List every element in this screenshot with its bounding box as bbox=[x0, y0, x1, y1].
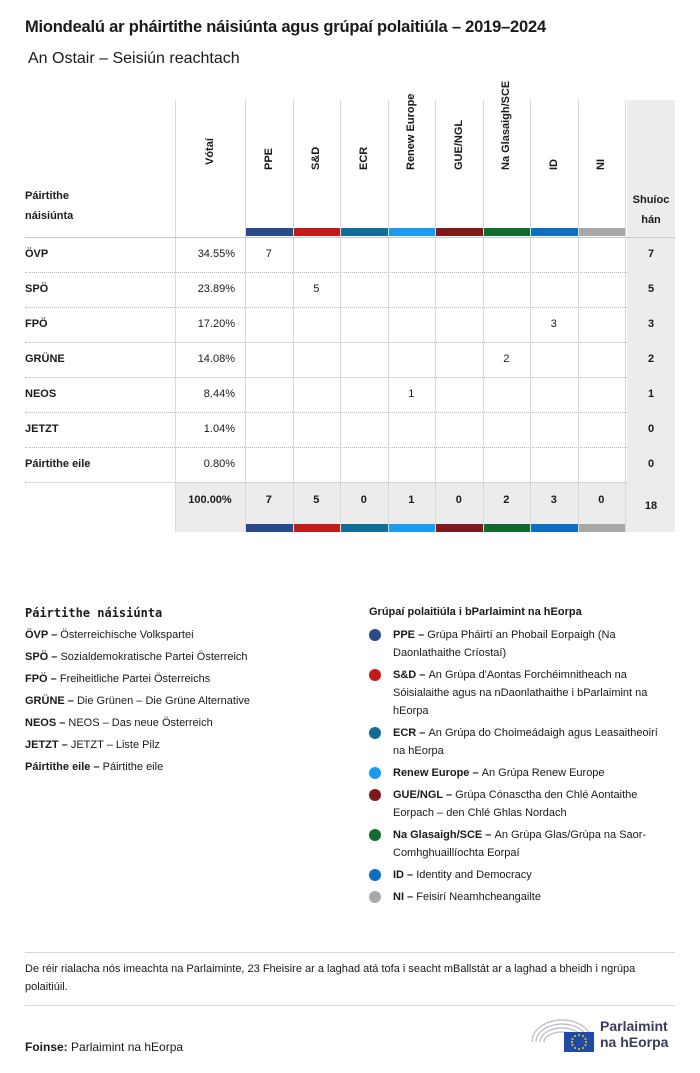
party-legend-item bbox=[25, 648, 345, 666]
party-legend-item bbox=[25, 626, 345, 644]
row-divider bbox=[25, 412, 627, 413]
group-color-dot-icon bbox=[369, 669, 381, 681]
party-legend-abbr: GRÜNE – bbox=[25, 695, 77, 707]
group-column-header bbox=[340, 100, 388, 225]
group-color-bar bbox=[484, 228, 531, 236]
european-parliament-logo bbox=[530, 1014, 680, 1054]
group-color-bar bbox=[294, 524, 341, 532]
party-header-line-1: Páirtithe bbox=[25, 190, 70, 202]
table-row-total-seats: 0 bbox=[647, 422, 655, 435]
group-column-header bbox=[483, 80, 531, 225]
party-legend-abbr: SPÖ – bbox=[25, 651, 61, 663]
totals-group-seats: 0 bbox=[598, 494, 605, 506]
page-subtitle: An Ostair – Seisiún reachtach bbox=[28, 50, 240, 67]
table-row-votes: 34.55% bbox=[197, 247, 235, 260]
table-row-votes: 0.80% bbox=[203, 457, 235, 470]
national-parties-legend bbox=[25, 606, 345, 780]
group-color-bar bbox=[389, 228, 436, 236]
party-legend-item bbox=[25, 714, 345, 732]
row-divider bbox=[25, 272, 627, 273]
votes-column-header bbox=[175, 100, 245, 225]
source-label: Foinse: bbox=[25, 1040, 68, 1054]
source-line bbox=[25, 1040, 183, 1054]
group-color-dot-icon bbox=[369, 869, 381, 881]
group-legend-item bbox=[369, 826, 669, 862]
seats-header-line-2: hán bbox=[641, 214, 661, 226]
group-color-dot-icon bbox=[369, 829, 381, 841]
group-legend-name: An Grúpa do Choimeádaigh agus Leasaitheoirí na hEorpa bbox=[393, 727, 658, 757]
group-legend-name: An Grúpa d'Aontas Forchéimnitheach na Sóisialaithe agus na nDaonlathaithe i bParlaimint na hEorpa bbox=[393, 669, 648, 717]
totals-group-seats: 0 bbox=[455, 494, 462, 506]
group-legend-abbr: GUE/NGL – bbox=[393, 789, 456, 801]
group-legend-abbr: ID – bbox=[393, 869, 417, 881]
table-row-votes: 8.44% bbox=[203, 387, 235, 400]
party-legend-abbr: ÖVP – bbox=[25, 629, 61, 641]
group-color-bar bbox=[341, 228, 388, 236]
table-row-seat-count: 3 bbox=[550, 317, 557, 330]
group-header-label: ECR bbox=[357, 146, 370, 170]
party-legend-abbr: NEOS – bbox=[25, 717, 69, 729]
votes-header-label: Vótaí bbox=[204, 138, 216, 165]
group-color-bar bbox=[484, 524, 531, 532]
breakdown-table bbox=[25, 80, 675, 533]
logo-line-2: na hEorpa bbox=[600, 1034, 669, 1050]
party-legend-name: Die Grünen – Die Grüne Alternative bbox=[76, 695, 251, 707]
group-legend-item bbox=[369, 764, 669, 782]
party-legend-name: Freiheitliche Partei Österreichs bbox=[59, 673, 211, 685]
table-row-total-seats: 3 bbox=[647, 317, 655, 330]
group-legend-name: Feisirí Neamhcheangailte bbox=[416, 891, 541, 903]
group-legend-name: Grúpa Cónasctha den Chlé Aontaithe Eorpach – den Chlé Ghlas Nordach bbox=[393, 789, 638, 819]
group-color-bar bbox=[389, 524, 436, 532]
group-color-bar bbox=[436, 524, 483, 532]
row-divider bbox=[25, 342, 627, 343]
group-legend-name: Grúpa Pháirtí an Phobail Eorpaigh (Na Daonlathaithe Críostaí) bbox=[393, 629, 616, 659]
party-legend-abbr: FPÖ – bbox=[25, 673, 60, 685]
group-column-header bbox=[245, 100, 293, 225]
party-legend-abbr: JETZT – bbox=[25, 739, 71, 751]
group-color-bar bbox=[246, 228, 293, 236]
totals-group-seats: 0 bbox=[360, 494, 367, 506]
group-color-bar bbox=[341, 524, 388, 532]
group-color-bar bbox=[531, 524, 578, 532]
seats-column-header bbox=[627, 190, 675, 230]
table-row-seat-count: 2 bbox=[503, 352, 510, 365]
group-legend-item bbox=[369, 666, 669, 720]
table-row-party: ÖVP bbox=[25, 247, 49, 260]
group-color-bar bbox=[579, 228, 626, 236]
group-legend-item bbox=[369, 786, 669, 822]
logo-line-1: Parlaimint bbox=[600, 1018, 668, 1034]
group-color-bar bbox=[246, 524, 293, 532]
totals-votes: 100.00% bbox=[188, 494, 232, 506]
group-color-dot-icon bbox=[369, 891, 381, 903]
group-color-bar bbox=[436, 228, 483, 236]
party-header-line-2: náisiúnta bbox=[25, 210, 74, 222]
totals-group-seats: 7 bbox=[265, 494, 272, 506]
group-legend-item bbox=[369, 888, 669, 906]
group-legend-name: An Grúpa Glas/Grúpa na Saor-Comhghuaillíochta Eorpaí bbox=[393, 829, 647, 859]
group-legend-abbr: PPE – bbox=[393, 629, 428, 641]
header-divider bbox=[25, 237, 675, 238]
group-color-bar bbox=[294, 228, 341, 236]
political-groups-legend-heading: Grúpaí polaitiúla i bParlaimint na hEorpa bbox=[369, 606, 582, 618]
party-legend-name: Sozialdemokratische Partei Österreich bbox=[60, 651, 248, 663]
parliament-hemicycle-icon bbox=[530, 1014, 596, 1054]
totals-group-seats: 2 bbox=[503, 494, 510, 506]
group-legend-item bbox=[369, 724, 669, 760]
source-value: Parlaimint na hEorpa bbox=[71, 1040, 184, 1054]
logo-wordmark bbox=[600, 1018, 668, 1050]
page-title: Miondealú ar pháirtithe náisiúnta agus grúpaí polaitiúla – 2019–2024 bbox=[25, 18, 546, 36]
political-groups-legend bbox=[369, 606, 669, 910]
group-color-dot-icon bbox=[369, 727, 381, 739]
group-legend-abbr: ECR – bbox=[393, 727, 429, 739]
table-row-seat-count: 7 bbox=[265, 247, 272, 260]
group-legend-item bbox=[369, 866, 669, 884]
group-legend-name: An Grúpa Renew Europe bbox=[481, 767, 605, 779]
row-divider bbox=[25, 447, 627, 448]
table-row-total-seats: 1 bbox=[647, 387, 655, 400]
table-row-votes: 14.08% bbox=[197, 352, 235, 365]
table-row-party: NEOS bbox=[25, 387, 57, 400]
table-row-party: GRÜNE bbox=[25, 352, 65, 365]
row-divider bbox=[25, 377, 627, 378]
table-row-total-seats: 2 bbox=[647, 352, 655, 365]
row-divider bbox=[25, 307, 627, 308]
table-row-party: SPÖ bbox=[25, 282, 49, 295]
table-row-party: FPÖ bbox=[25, 317, 48, 330]
footnote: De réir rialacha nós imeachta na Parlaiminte, 23 Fheisire ar a laghad atá tofa i seacht mBallstát ar a laghad a bheidh i ngrúpa polaitiúil. bbox=[25, 963, 636, 993]
totals-group-seats: 3 bbox=[550, 494, 557, 506]
group-color-bar bbox=[531, 228, 578, 236]
group-legend-name: Identity and Democracy bbox=[416, 869, 532, 881]
group-legend-abbr: Na Glasaigh/SCE – bbox=[393, 829, 495, 841]
group-header-label: PPE bbox=[262, 147, 275, 170]
table-row-votes: 17.20% bbox=[197, 317, 235, 330]
group-column-header bbox=[388, 93, 436, 225]
group-header-label: ID bbox=[547, 159, 560, 170]
group-legend-abbr: Renew Europe – bbox=[393, 767, 482, 779]
table-row-total-seats: 0 bbox=[647, 457, 655, 470]
row-divider bbox=[25, 482, 627, 483]
divider bbox=[25, 952, 675, 953]
group-legend-item bbox=[369, 626, 669, 662]
group-column-header bbox=[530, 100, 578, 225]
table-row-seat-count: 1 bbox=[408, 387, 415, 400]
table-row-votes: 1.04% bbox=[203, 422, 235, 435]
party-legend-name: Österreichische Volkspartei bbox=[60, 629, 194, 641]
group-header-label: Renew Europe bbox=[405, 93, 418, 170]
seats-header-line-1: Shuíoc bbox=[632, 194, 670, 206]
group-color-dot-icon bbox=[369, 629, 381, 641]
table-row-seat-count: 5 bbox=[313, 282, 320, 295]
totals-group-seats: 1 bbox=[408, 494, 415, 506]
national-parties-legend-heading: Páirtithe náisiúnta bbox=[25, 606, 163, 620]
group-header-label: S&D bbox=[310, 146, 323, 170]
column-divider bbox=[625, 100, 626, 532]
group-column-header bbox=[293, 100, 341, 225]
divider bbox=[25, 1005, 675, 1006]
totals-group-seats: 5 bbox=[313, 494, 320, 506]
group-color-dot-icon bbox=[369, 789, 381, 801]
party-legend-item bbox=[25, 758, 345, 776]
table-row-votes: 23.89% bbox=[197, 282, 235, 295]
party-legend-name: JETZT – Liste Pilz bbox=[70, 739, 160, 751]
group-legend-abbr: S&D – bbox=[393, 669, 429, 681]
group-legend-abbr: NI – bbox=[393, 891, 417, 903]
totals-seats: 18 bbox=[644, 500, 658, 512]
group-header-label: NI bbox=[595, 159, 608, 170]
group-header-label: GUE/NGL bbox=[452, 119, 465, 170]
table-row-total-seats: 7 bbox=[647, 247, 655, 260]
group-color-dot-icon bbox=[369, 767, 381, 779]
party-legend-name: Páirtithe eile bbox=[102, 761, 164, 773]
party-legend-name: NEOS – Das neue Österreich bbox=[68, 717, 213, 729]
table-row-party: JETZT bbox=[25, 422, 59, 435]
table-row-party: Páirtithe eile bbox=[25, 457, 91, 470]
group-column-header bbox=[578, 100, 626, 225]
group-header-label: Na Glasaigh/SCE bbox=[500, 80, 513, 170]
table-row-total-seats: 5 bbox=[647, 282, 655, 295]
group-color-bar bbox=[579, 524, 626, 532]
party-legend-item bbox=[25, 692, 345, 710]
group-column-header bbox=[435, 100, 483, 225]
party-column-header bbox=[25, 186, 73, 226]
party-legend-abbr: Páirtithe eile – bbox=[25, 761, 103, 773]
party-legend-item bbox=[25, 736, 345, 754]
party-legend-item bbox=[25, 670, 345, 688]
